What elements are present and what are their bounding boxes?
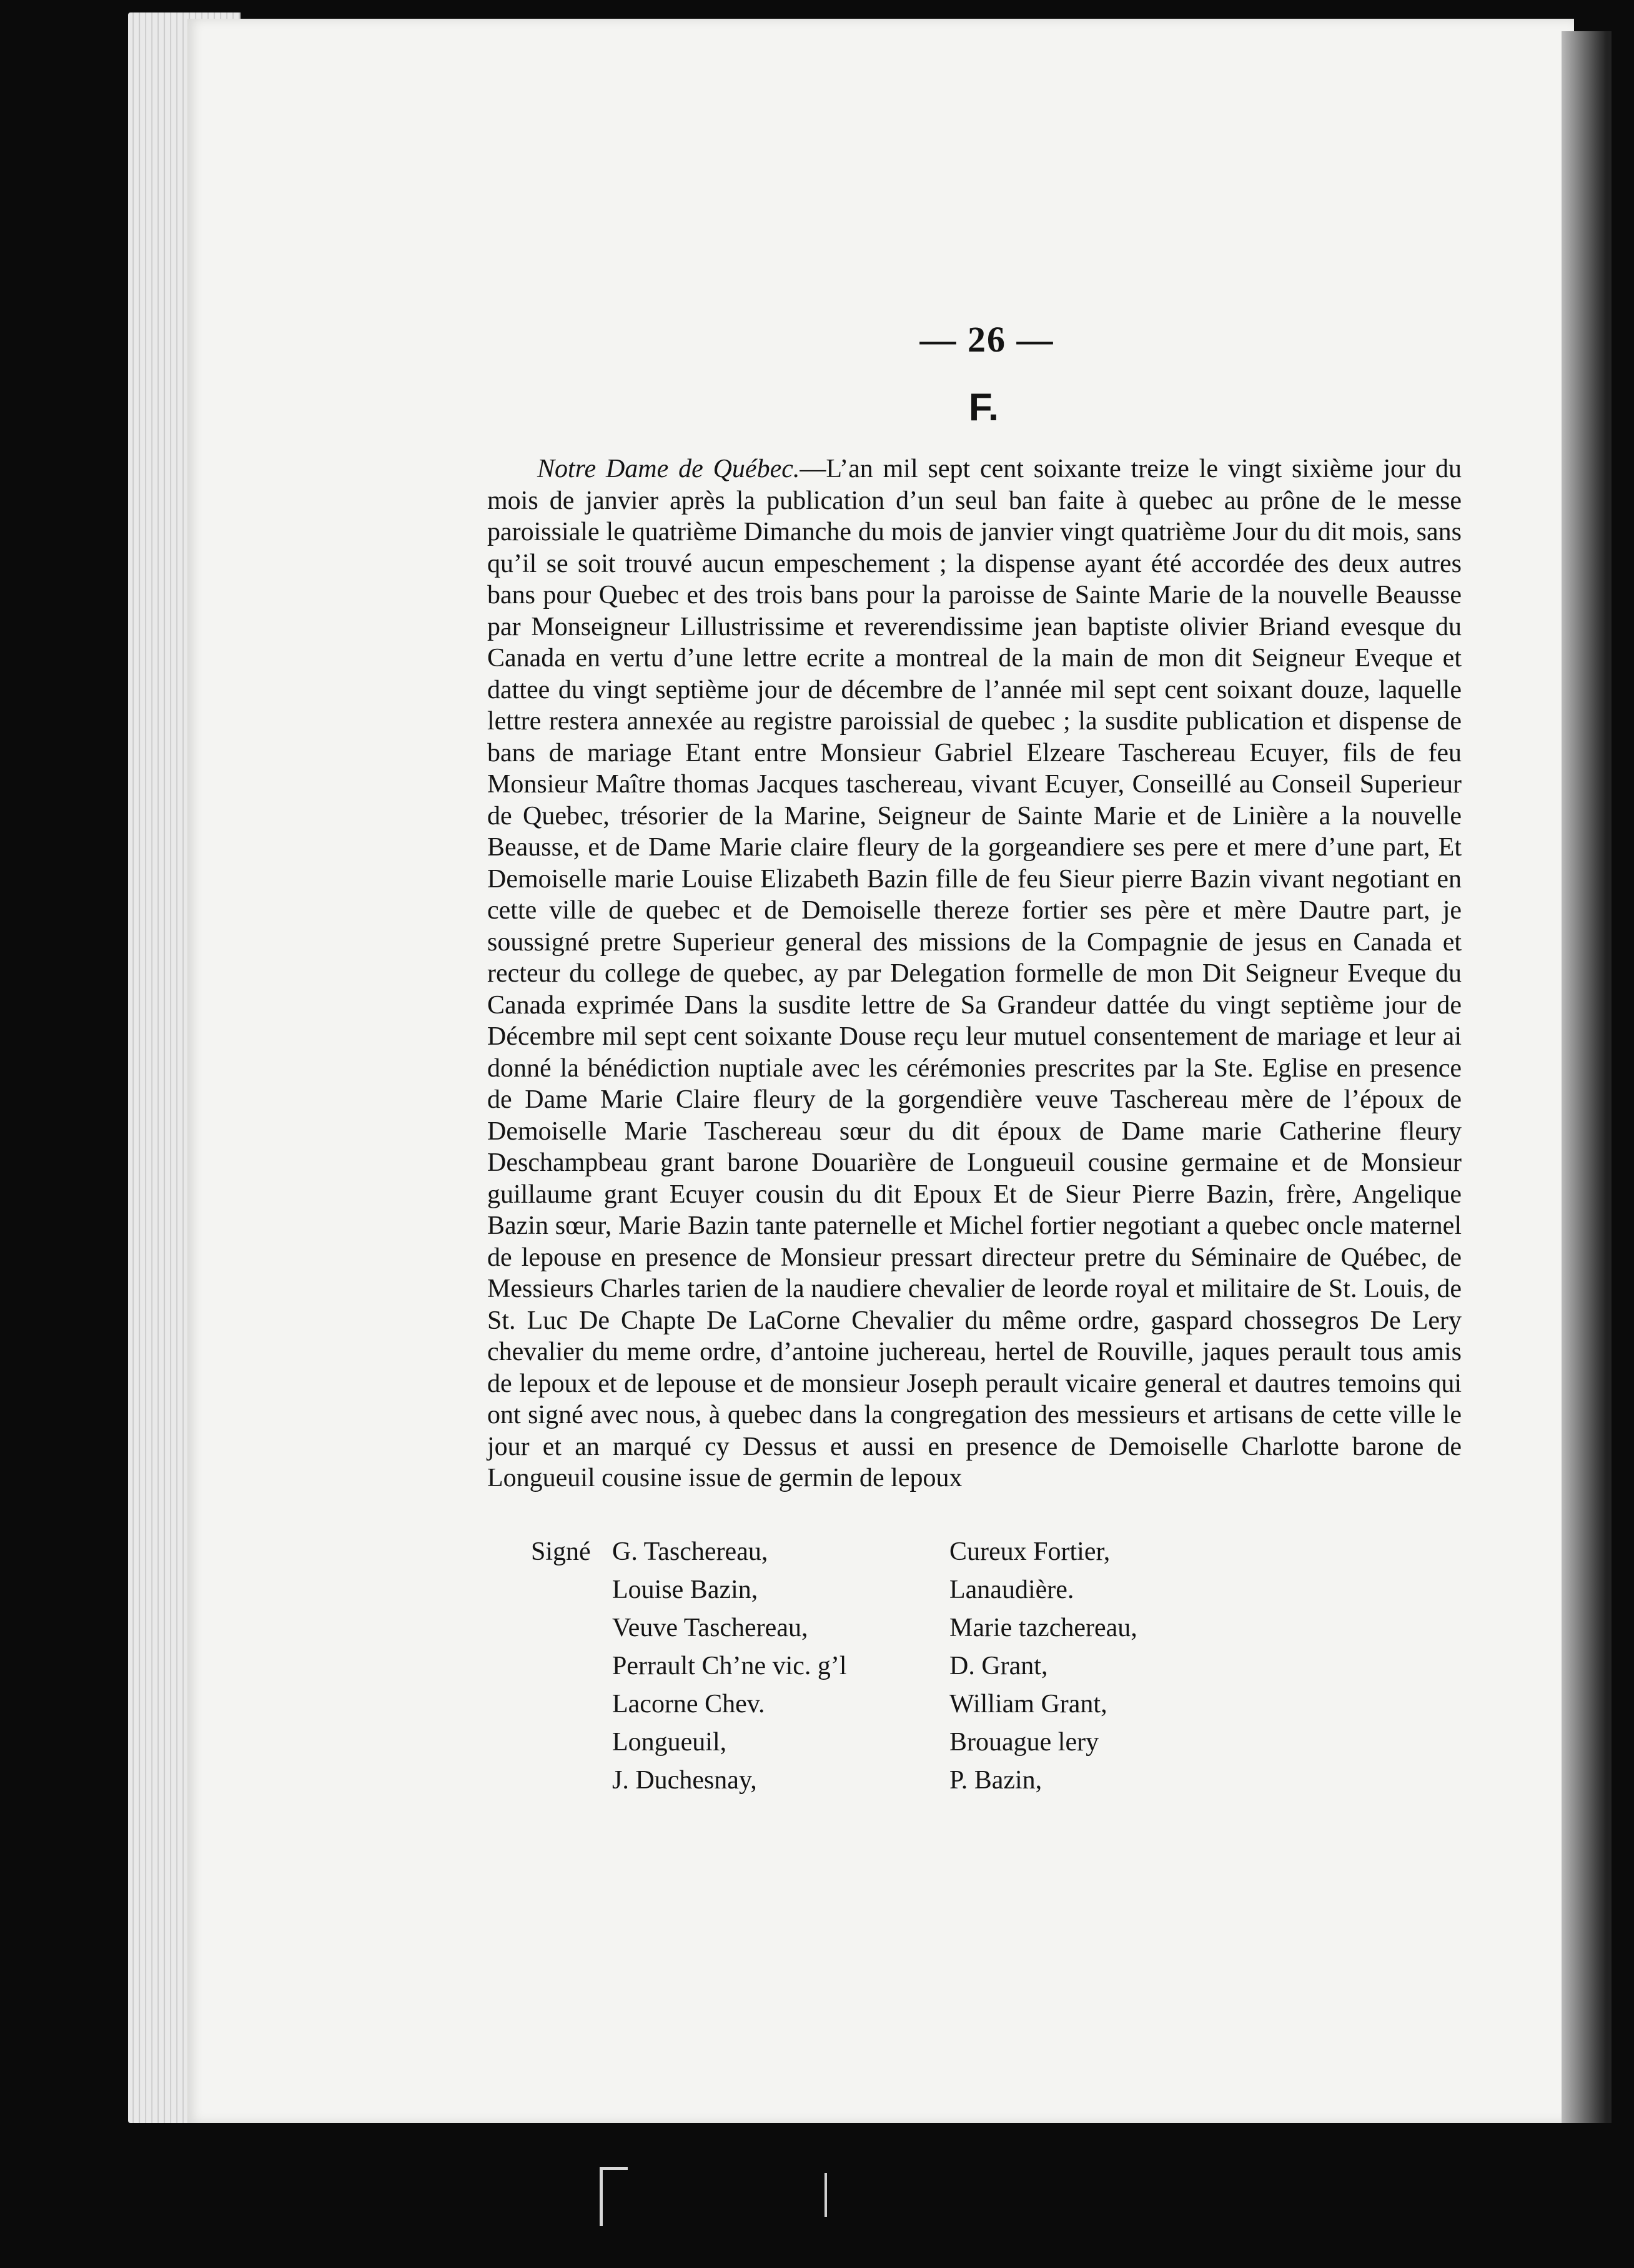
- signature-name: Brouague lery: [949, 1727, 1099, 1757]
- signature-name: Louise Bazin,: [612, 1575, 758, 1604]
- signature-name: D. Grant,: [949, 1651, 1048, 1680]
- signatures-column-1: [612, 1533, 949, 1800]
- signature-name: Lanaudière.: [949, 1575, 1074, 1604]
- scan-artifact-bottom-line: [824, 2173, 827, 2217]
- record-text: —L’an mil sept cent soixante treize le vingt sixième jour du mois de janvier après la publication d’un seul ban faite à quebec au prône de le messe paroissiale le quatrième Dimanche du mois de janvier vingt quatrième Jour du dit mois, sans qu’il se soit trouvé aucun empeschement ; la dispense ayant été accordée des deux autres bans pour Quebec et des trois bans pour la paroisse de Sainte Marie de la nouvelle Beausse par Monseigneur Lillustrissime et reverendissime jean baptiste olivier Briand evesque du Canada en vertu d’une lettre ecrite a montreal de la main de mon dit Seigneur Eveque et dattee du vingt septième jour de décembre de l’année mil sept cent soixant douze, laquelle lettre restera annexée au registre paroissial de quebec ; la susdite publication et dispense de bans de mariage Etant entre Monsieur Gabriel Elzeare Taschereau Ecuyer, fils de feu Monsieur Maître thomas Jacques taschereau, vivant Ecuyer, Conseillé au Conseil Superieur de Quebec, trésorier de la Marine, Seigneur de Sainte Marie et de Linière a la nouvelle Beausse, et de Dame Marie claire fleury de la gorgeandiere ses pere et mere d’une part, Et Demoiselle marie Louise Elizabeth Bazin fille de feu Sieur pierre Bazin vivant negotiant en cette ville de quebec et de Demoiselle thereze fortier ses père et mère Dautre part, je soussigné pretre Superieur general des missions de la Compagnie de jesus en Canada et recteur du college de quebec, ay par Delegation formelle de mon Dit Seigneur Eveque du Canada exprimée Dans la susdite lettre de Sa Grandeur dattée du vingt septième jour de Décembre mil sept cent soixante Douse reçu leur mutuel consentement de mariage et leur ai donné la bénédiction nuptiale avec les cérémonies prescrites par la Ste. Eglise en presence de Dame Marie Claire fleury de la gorgendière veuve Taschereau mère de l’époux de Demoiselle Marie Taschereau sœur du dit époux de Dame marie Catherine fleury Deschampbeau grant barone Douarière de Longueuil cousine germaine et de Monsieur guillaume grant Ecuyer cousin du dit Epoux Et de Sieur Pierre Bazin, frère, Angelique Bazin sœur, Marie Bazin tante paternelle et Michel fortier negotiant a quebec oncle maternel de lepouse en presence de Monsieur pressart directeur pretre du Séminaire de Québec, de Messieurs Charles tarien de la naudiere chevalier de leorde royal et militaire de St. Louis, de St. Luc De Chapte De LaCorne Chevalier du même ordre, gaspard chossegros De Lery chevalier du meme ordre, d’antoine juchereau, hertel de Rouville, jaques perault tous amis de lepoux et de lepouse et de monsieur Joseph perault vicaire general et dautres temoins qui ont signé avec nous, à quebec dans la congregation des messieurs et artisans de cette ville le jour et an marqué cy Dessus et aussi en presence de Demoiselle Charlotte barone de Longueuil cousine issue de germin de lepoux: [487, 455, 1462, 1492]
- signature-name: Marie tazchereau,: [949, 1613, 1137, 1642]
- signature-name: G. Taschereau,: [612, 1537, 768, 1566]
- signature-name: Cureux Fortier,: [949, 1537, 1111, 1566]
- signature-name: Longueuil,: [612, 1727, 727, 1757]
- section-letter: F.: [968, 386, 999, 429]
- page-gutter-shadow: [1562, 31, 1612, 2123]
- marriage-record-paragraph: [487, 453, 1462, 1494]
- page-content: [487, 318, 1462, 1800]
- scan-artifact-bottom: [600, 2167, 628, 2226]
- signatures-label: Signé: [531, 1537, 591, 1566]
- signature-name: Lacorne Chev.: [612, 1689, 765, 1718]
- signature-name: Veuve Taschereau,: [612, 1613, 808, 1642]
- page-number: — 26 —: [919, 319, 1054, 360]
- signature-name: P. Bazin,: [949, 1765, 1042, 1795]
- signature-name: Perrault Ch’ne vic. g’l: [612, 1651, 847, 1680]
- signatures-block: [531, 1533, 1462, 1800]
- signatures-column-2: [949, 1533, 1262, 1800]
- signature-name: William Grant,: [949, 1689, 1107, 1718]
- record-place: Notre Dame de Québec.: [537, 455, 800, 483]
- signature-name: J. Duchesnay,: [612, 1765, 757, 1795]
